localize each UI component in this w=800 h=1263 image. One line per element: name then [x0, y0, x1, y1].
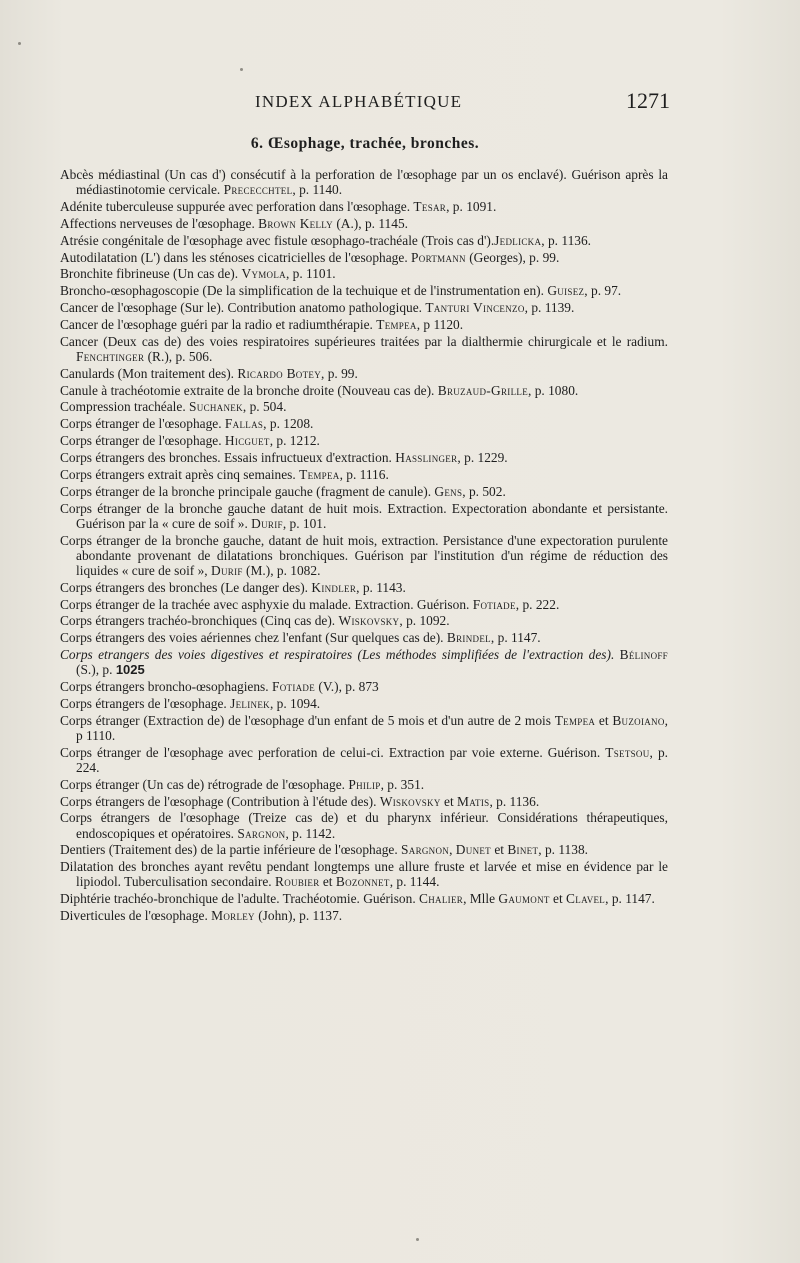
- entry-author: Brown Kelly: [258, 215, 333, 231]
- index-entry: [60, 334, 668, 364]
- entry-author: Fotiade: [271, 679, 316, 695]
- entry-text: Bronchite fibrineuse (Un cas de).: [60, 266, 242, 282]
- index-entry: [60, 908, 668, 923]
- entry-author: Gens: [434, 483, 463, 499]
- index-entry: [60, 317, 668, 332]
- entry-author: Sargnon: [237, 825, 286, 841]
- entry-author: Bozonnet: [335, 874, 390, 890]
- index-entry: [60, 467, 668, 482]
- entry-author: Tsetsou: [605, 744, 650, 760]
- index-entry: [60, 199, 668, 214]
- entry-text: Corps étranger (Un cas de) rétrograde de l'œsophage.: [60, 776, 349, 792]
- entry-ref: , p. 351.: [380, 776, 425, 792]
- index-entry: [60, 450, 668, 465]
- index-entry: [60, 283, 668, 298]
- paper-speck: [18, 42, 21, 45]
- entry-text: Compression trachéale.: [60, 399, 190, 415]
- entry-text: Corps étranger de la bronche gauche, datant de huit mois, extraction. Persistance d'une expectoration purulente abondante provenant de dilatations bronchiques. Guérison par l'institution d'un régime de réduction des liquides « cure de soif »,: [60, 532, 668, 578]
- entry-text: Corps étrangers des bronches (Le danger des).: [60, 579, 312, 595]
- index-entry: [60, 250, 668, 265]
- entry-author: Ricardo Botey: [237, 365, 321, 381]
- index-entry: [60, 859, 668, 889]
- index-entry: [60, 810, 668, 840]
- entry-author: Wiskovsky: [338, 613, 400, 629]
- entry-ref: , p. 1138.: [538, 842, 588, 858]
- entry-author: Roubier: [274, 874, 320, 890]
- index-entry: [60, 167, 668, 197]
- index-entry: [60, 580, 668, 595]
- entry-author: Guisez: [547, 283, 585, 299]
- entry-author: Tempea: [299, 466, 340, 482]
- entry-text: Corps étrangers des bronches. Essais infructueux d'extraction.: [60, 449, 396, 465]
- entry-author: Tanturi Vincenzo: [425, 300, 525, 316]
- entry-text: Adénite tuberculeuse suppurée avec perforation dans l'œsophage.: [60, 199, 414, 214]
- index-entry: [60, 679, 668, 694]
- entry-text: Corps étrangers trachéo-bronchiques (Cinq cas de).: [60, 613, 339, 629]
- index-entry: [60, 745, 668, 775]
- entry-author: Tempea: [376, 316, 417, 332]
- entry-author: Durif: [251, 515, 283, 531]
- paper-speck: [416, 1238, 419, 1241]
- entry-author: Matis: [457, 793, 490, 809]
- entry-text: Cancer de l'œsophage (Sur le). Contribution anatomo pathologique.: [60, 300, 426, 316]
- index-entry: [60, 777, 668, 792]
- entry-ref: et: [595, 712, 613, 728]
- entry-text: Corps etrangers des voies digestives et respiratoires (Les méthodes simplifiées de l'extraction des).: [60, 647, 620, 663]
- entry-author: Hasslinger: [395, 449, 458, 465]
- entry-text: Corps étrangers de l'œsophage.: [60, 695, 231, 711]
- index-entry: [60, 233, 668, 248]
- entry-ref: , p. 224.: [76, 744, 668, 775]
- entry-ref: , p. 1140.: [292, 182, 343, 198]
- index-entry: [60, 266, 668, 281]
- entry-ref: , p. 1229.: [457, 449, 508, 465]
- entry-author: Sargnon: [401, 842, 450, 858]
- index-entry: [60, 300, 668, 315]
- entry-ref: , p. 1139.: [524, 300, 575, 316]
- index-entry: [60, 597, 668, 612]
- entry-ref: , p. 1080.: [528, 382, 579, 398]
- index-entry: [60, 842, 668, 857]
- entry-author: Suchanek: [189, 399, 243, 415]
- entry-ref: , p. 1094.: [269, 695, 321, 711]
- entry-text: Canule à trachéotomie extraite de la bronche droite (Nouveau cas de).: [60, 382, 438, 398]
- entry-text: Corps étranger de la bronche principale gauche (fragment de canule).: [60, 483, 435, 499]
- running-title: INDEX ALPHABÉTIQUE: [255, 92, 463, 111]
- entry-ref: , p. 101.: [282, 515, 327, 531]
- entry-author: Gaumont: [498, 891, 550, 907]
- index-entry: [60, 216, 668, 231]
- entry-text: Corps étranger de l'œsophage.: [60, 416, 225, 432]
- entry-author: Wiskovsky: [379, 793, 441, 809]
- index-entry: [60, 484, 668, 499]
- entry-ref: , p. 1092.: [399, 613, 450, 629]
- entry-author: Tesar: [413, 199, 447, 214]
- index-entry: [60, 630, 668, 645]
- entry-author: Hicguet: [224, 433, 270, 449]
- index-entry: [60, 383, 668, 398]
- entry-text: Corps étrangers de l'œsophage (Contribution à l'étude des).: [60, 793, 380, 809]
- entry-page-bold: 1025: [115, 662, 145, 678]
- entry-text: Corps étrangers de l'œsophage (Treize cas de) et du pharynx inférieur. Considérations thérapeutiques, endoscopiques et opératoires.: [60, 810, 668, 841]
- entry-ref: , p. 1136.: [541, 232, 591, 248]
- entry-ref: , p. 1212.: [269, 433, 320, 449]
- entry-text: Corps étranger de l'œsophage avec perforation de celui-ci. Extraction par voie externe. Guérison.: [60, 744, 606, 760]
- entry-ref: et: [549, 891, 567, 907]
- entry-author: Fotiade: [472, 596, 516, 612]
- entry-text: Dilatation des bronches ayant revêtu pendant longtemps une allure fruste et larvée et mise en évidence par le lipiodol. Tuberculisation secondaire.: [60, 859, 668, 890]
- entry-text: Affections nerveuses de l'œsophage.: [60, 215, 259, 231]
- entry-ref: , p. 1116.: [339, 466, 389, 482]
- entry-ref: , p. 99.: [321, 365, 358, 381]
- entry-text: Dentiers (Traitement des) de la partie inférieure de l'œsophage.: [60, 842, 402, 858]
- index-entry: [60, 794, 668, 809]
- index-entry: [60, 713, 668, 743]
- entry-ref: et: [440, 793, 458, 809]
- index-entry: [60, 501, 668, 531]
- entry-author: Vymola: [241, 266, 286, 282]
- entry-text: Corps étrangers des voies aériennes chez l'enfant (Sur quelques cas de).: [60, 630, 447, 646]
- index-entries: [60, 167, 668, 925]
- entry-author: Brindel: [446, 630, 491, 646]
- entry-author: Jelinek: [230, 695, 270, 711]
- index-entry: [60, 696, 668, 711]
- entry-text: Corps étranger (Extraction de) de l'œsophage d'un enfant de 5 mois et d'un autre de 2 mois: [60, 712, 555, 728]
- entry-author: Tempea: [554, 712, 596, 728]
- entry-author: Prececchtel: [223, 182, 293, 198]
- entry-author: Morley: [211, 908, 255, 924]
- entry-ref: , p. 1143.: [356, 579, 406, 595]
- entry-ref: (R.), p. 506.: [144, 348, 213, 364]
- entry-ref: ,: [449, 842, 456, 858]
- entry-ref: et: [319, 874, 336, 890]
- entry-author: Bélinoff: [619, 647, 668, 663]
- entry-ref: (Georges), p. 99.: [465, 249, 560, 265]
- page-number: 1271: [626, 88, 670, 113]
- entry-author: Philip: [348, 776, 381, 792]
- entry-text: Corps étrangers broncho-œsophagiens.: [60, 679, 272, 695]
- index-entry: [60, 613, 668, 628]
- entry-text: Corps étrangers extrait après cinq semaines.: [60, 466, 300, 482]
- index-entry: [60, 533, 668, 578]
- entry-ref: , p. 1136.: [489, 793, 540, 809]
- entry-author: Jedlicka: [494, 232, 542, 248]
- entry-ref: (M.), p. 1082.: [242, 562, 321, 578]
- entry-text: Cancer de l'œsophage guéri par la radio et radiumthérapie.: [60, 316, 377, 332]
- entry-ref: (S.), p.: [76, 662, 116, 678]
- entry-text: Corps étranger de la trachée avec asphyxie du malade. Extraction. Guérison.: [60, 596, 473, 612]
- entry-ref: (V.), p. 873: [315, 679, 379, 695]
- entry-text: Corps étranger de l'œsophage.: [60, 433, 225, 449]
- index-entry: [60, 891, 668, 906]
- paper-speck: [240, 68, 243, 71]
- entry-ref: , p. 1101.: [285, 266, 336, 282]
- entry-author: Clavel: [566, 891, 606, 907]
- entry-author: Portmann: [411, 249, 466, 265]
- entry-ref: , p 1110.: [76, 712, 668, 743]
- entry-ref: et: [490, 842, 508, 858]
- entry-ref: , p. 222.: [515, 596, 560, 612]
- entry-ref: , p. 502.: [462, 483, 506, 499]
- entry-ref: , p. 97.: [584, 283, 622, 299]
- entry-author: Buzoiano: [612, 712, 665, 728]
- section-title: 6. Œsophage, trachée, bronches.: [250, 135, 480, 152]
- entry-text: Diphtérie trachéo-bronchique de l'adulte. Trachéotomie. Guérison.: [60, 891, 420, 907]
- entry-ref: , p. 1091.: [446, 199, 497, 214]
- index-entry: [60, 647, 668, 677]
- index-entry: [60, 399, 668, 414]
- entry-ref: , p. 1208.: [263, 416, 314, 432]
- index-entry: [60, 433, 668, 448]
- entry-text: Atrésie congénitale de l'œsophage avec fistule œsophago-trachéale (Trois cas d').: [60, 232, 495, 248]
- entry-author: Chalier: [419, 891, 464, 907]
- entry-text: Abcès médiastinal (Un cas d') consécutif à la perforation de l'œsophage par un os enclavé). Guérison après la médiastinotomie cervicale.: [60, 167, 668, 198]
- running-head: [60, 88, 670, 116]
- entry-author: Dunet: [455, 842, 491, 858]
- entry-ref: , p. 1147.: [490, 630, 541, 646]
- entry-ref: (A.), p. 1145.: [332, 215, 408, 231]
- entry-ref: , p. 1142.: [285, 825, 336, 841]
- entry-ref: , Mlle: [463, 891, 499, 907]
- index-entry: [60, 366, 668, 381]
- entry-author: Binet: [507, 842, 539, 858]
- entry-text: Autodilatation (L') dans les sténoses cicatricielles de l'œsophage.: [60, 249, 412, 265]
- entry-ref: , p. 1147.: [605, 891, 655, 907]
- entry-author: Durif: [211, 562, 243, 578]
- index-entry: [60, 416, 668, 431]
- entry-ref: (John), p. 1137.: [254, 908, 343, 924]
- entry-text: Broncho-œsophagoscopie (De la simplification de la techuique et de l'instrumentation en).: [60, 283, 548, 299]
- entry-author: Fallas: [224, 416, 264, 432]
- entry-ref: , p 1120.: [416, 316, 464, 332]
- entry-text: Corps étranger de la bronche gauche datant de huit mois. Extraction. Expectoration abondante et persistante. Guérison par la « cure de soif ».: [60, 500, 668, 531]
- entry-author: Fenchtinger: [76, 348, 145, 364]
- entry-ref: , p. 1144.: [389, 874, 440, 890]
- entry-author: Kindler: [311, 579, 357, 595]
- entry-text: Diverticules de l'œsophage.: [60, 908, 212, 924]
- entry-ref: , p. 504.: [242, 399, 287, 415]
- entry-text: Cancer (Deux cas de) des voies respiratoires supérieures traitées par la dialthermie chirurgicale et le radium.: [60, 333, 668, 349]
- entry-author: Bruzaud-Grille: [437, 382, 529, 398]
- entry-text: Canulards (Mon traitement des).: [60, 365, 238, 381]
